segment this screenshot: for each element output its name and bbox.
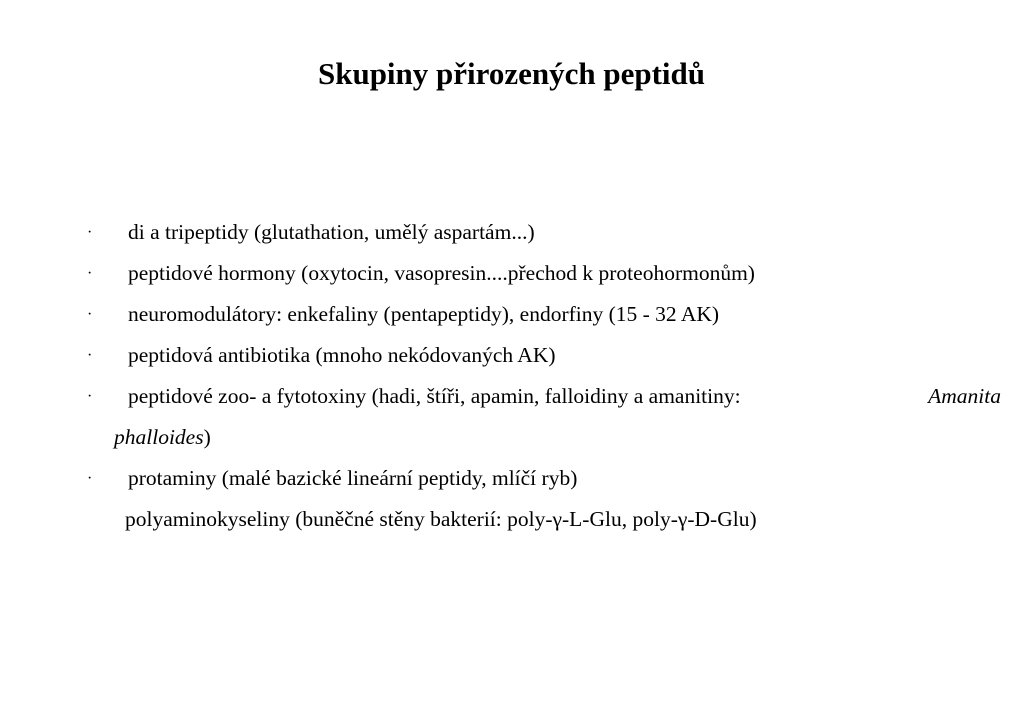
species-epithet: phalloides [114,425,204,449]
list-item-text: protaminy (malé bazické lineární peptidy, mlíčí ryb) [128,466,578,490]
slide-title: Skupiny přirozených peptidů [317,56,706,91]
bullet-dot-icon: · [87,224,93,241]
list-item-text: peptidové zoo- a fytotoxiny (hadi, štíři, apamin, falloidiny a amanitiny: [128,384,741,408]
list-item [0,376,1023,458]
list-item-text: neuromodulátory: enkefaliny (pentapeptidy), endorfiny (15 - 32 AK) [128,302,720,326]
list-item [0,335,1023,376]
trailing-line: polyaminokyseliny (buněčné stěny bakterií: poly-γ-L-Glu, poly-γ-D-Glu) [125,507,757,531]
species-genus: Amanita [928,384,1001,408]
list-item-text: peptidové hormony (oxytocin, vasopresin....přechod k proteohormonům) [128,261,755,285]
list-item [0,294,1023,335]
list-item [0,458,1023,499]
list-item [0,212,1023,253]
list-item-text: di a tripeptidy (glutathation, umělý aspartám...) [128,220,535,244]
bullet-list [0,212,1023,540]
bullet-dot-icon: · [87,347,93,364]
list-item-first-line [128,376,1001,417]
list-item-continuation [114,417,1001,458]
bullet-dot-icon: · [87,388,93,405]
list-item-text: peptidová antibiotika (mnoho nekódovaných AK) [128,343,556,367]
bullet-dot-icon: · [87,306,93,323]
bullet-dot-icon: · [87,470,93,487]
closing-paren: ) [203,425,211,449]
bullet-dot-icon: · [87,265,93,282]
list-item [0,253,1023,294]
